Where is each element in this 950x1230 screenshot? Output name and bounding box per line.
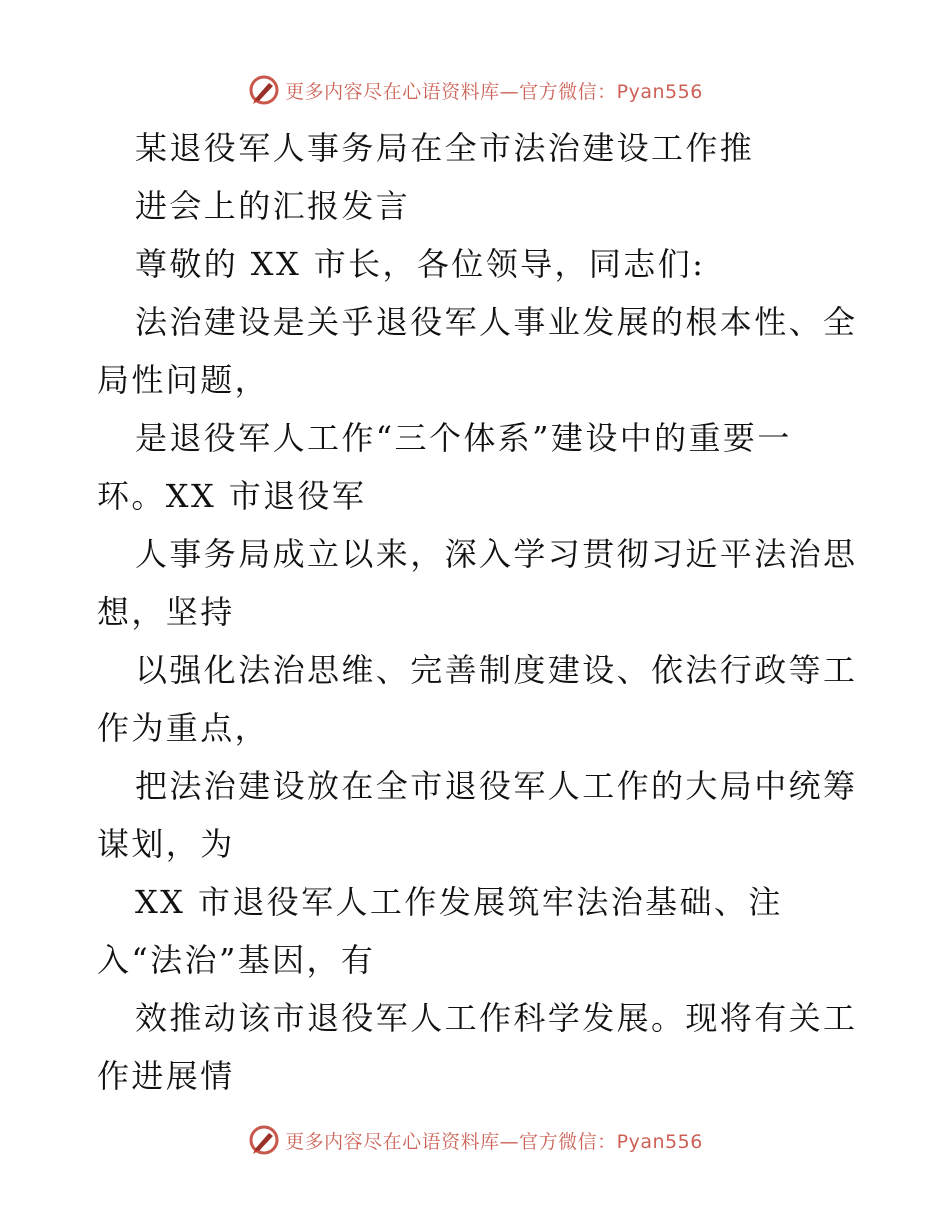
paragraph-line: 以强化法治思维、完善制度建设、依法行政等工	[135, 651, 858, 689]
paragraph-line: 把法治建设放在全市退役军人工作的大局中统筹	[135, 767, 858, 805]
paragraph-line: 作为重点，	[97, 709, 270, 747]
pen-circle-logo-icon	[247, 73, 281, 107]
paragraph-line: 想，坚持	[97, 593, 235, 631]
title-line-2: 进会上的汇报发言	[135, 187, 411, 225]
title-line-1: 某退役军人事务局在全市法治建设工作推	[135, 129, 755, 167]
paragraph-line: 作进展情	[97, 1057, 235, 1095]
paragraph-line: 效推动该市退役军人工作科学发展。现将有关工	[135, 999, 858, 1037]
paragraph-line: 入“法治”基因，有	[97, 941, 376, 979]
paragraph-line: 是退役军人工作“三个体系”建设中的重要一	[135, 419, 792, 457]
footer-watermark-text: 更多内容尽在心语资料库—官方微信：Pyan556	[285, 1130, 703, 1153]
pen-circle-logo-icon	[247, 1123, 281, 1157]
footer-watermark	[0, 1120, 950, 1160]
header-watermark-text: 更多内容尽在心语资料库—官方微信：Pyan556	[285, 80, 703, 103]
header-watermark	[0, 70, 950, 110]
paragraph-line: 局性问题，	[97, 361, 270, 399]
paragraph-line: 谋划，为	[97, 825, 235, 863]
salutation: 尊敬的 XX 市长，各位领导，同志们:	[135, 245, 706, 283]
paragraph-line: 环。XX 市退役军	[97, 477, 367, 515]
paragraph-line: 人事务局成立以来，深入学习贯彻习近平法治思	[135, 535, 858, 573]
paragraph-line: XX 市退役军人工作发展筑牢法治基础、注	[135, 883, 783, 921]
paragraph-line: 法治建设是关乎退役军人事业发展的根本性、全	[135, 303, 858, 341]
